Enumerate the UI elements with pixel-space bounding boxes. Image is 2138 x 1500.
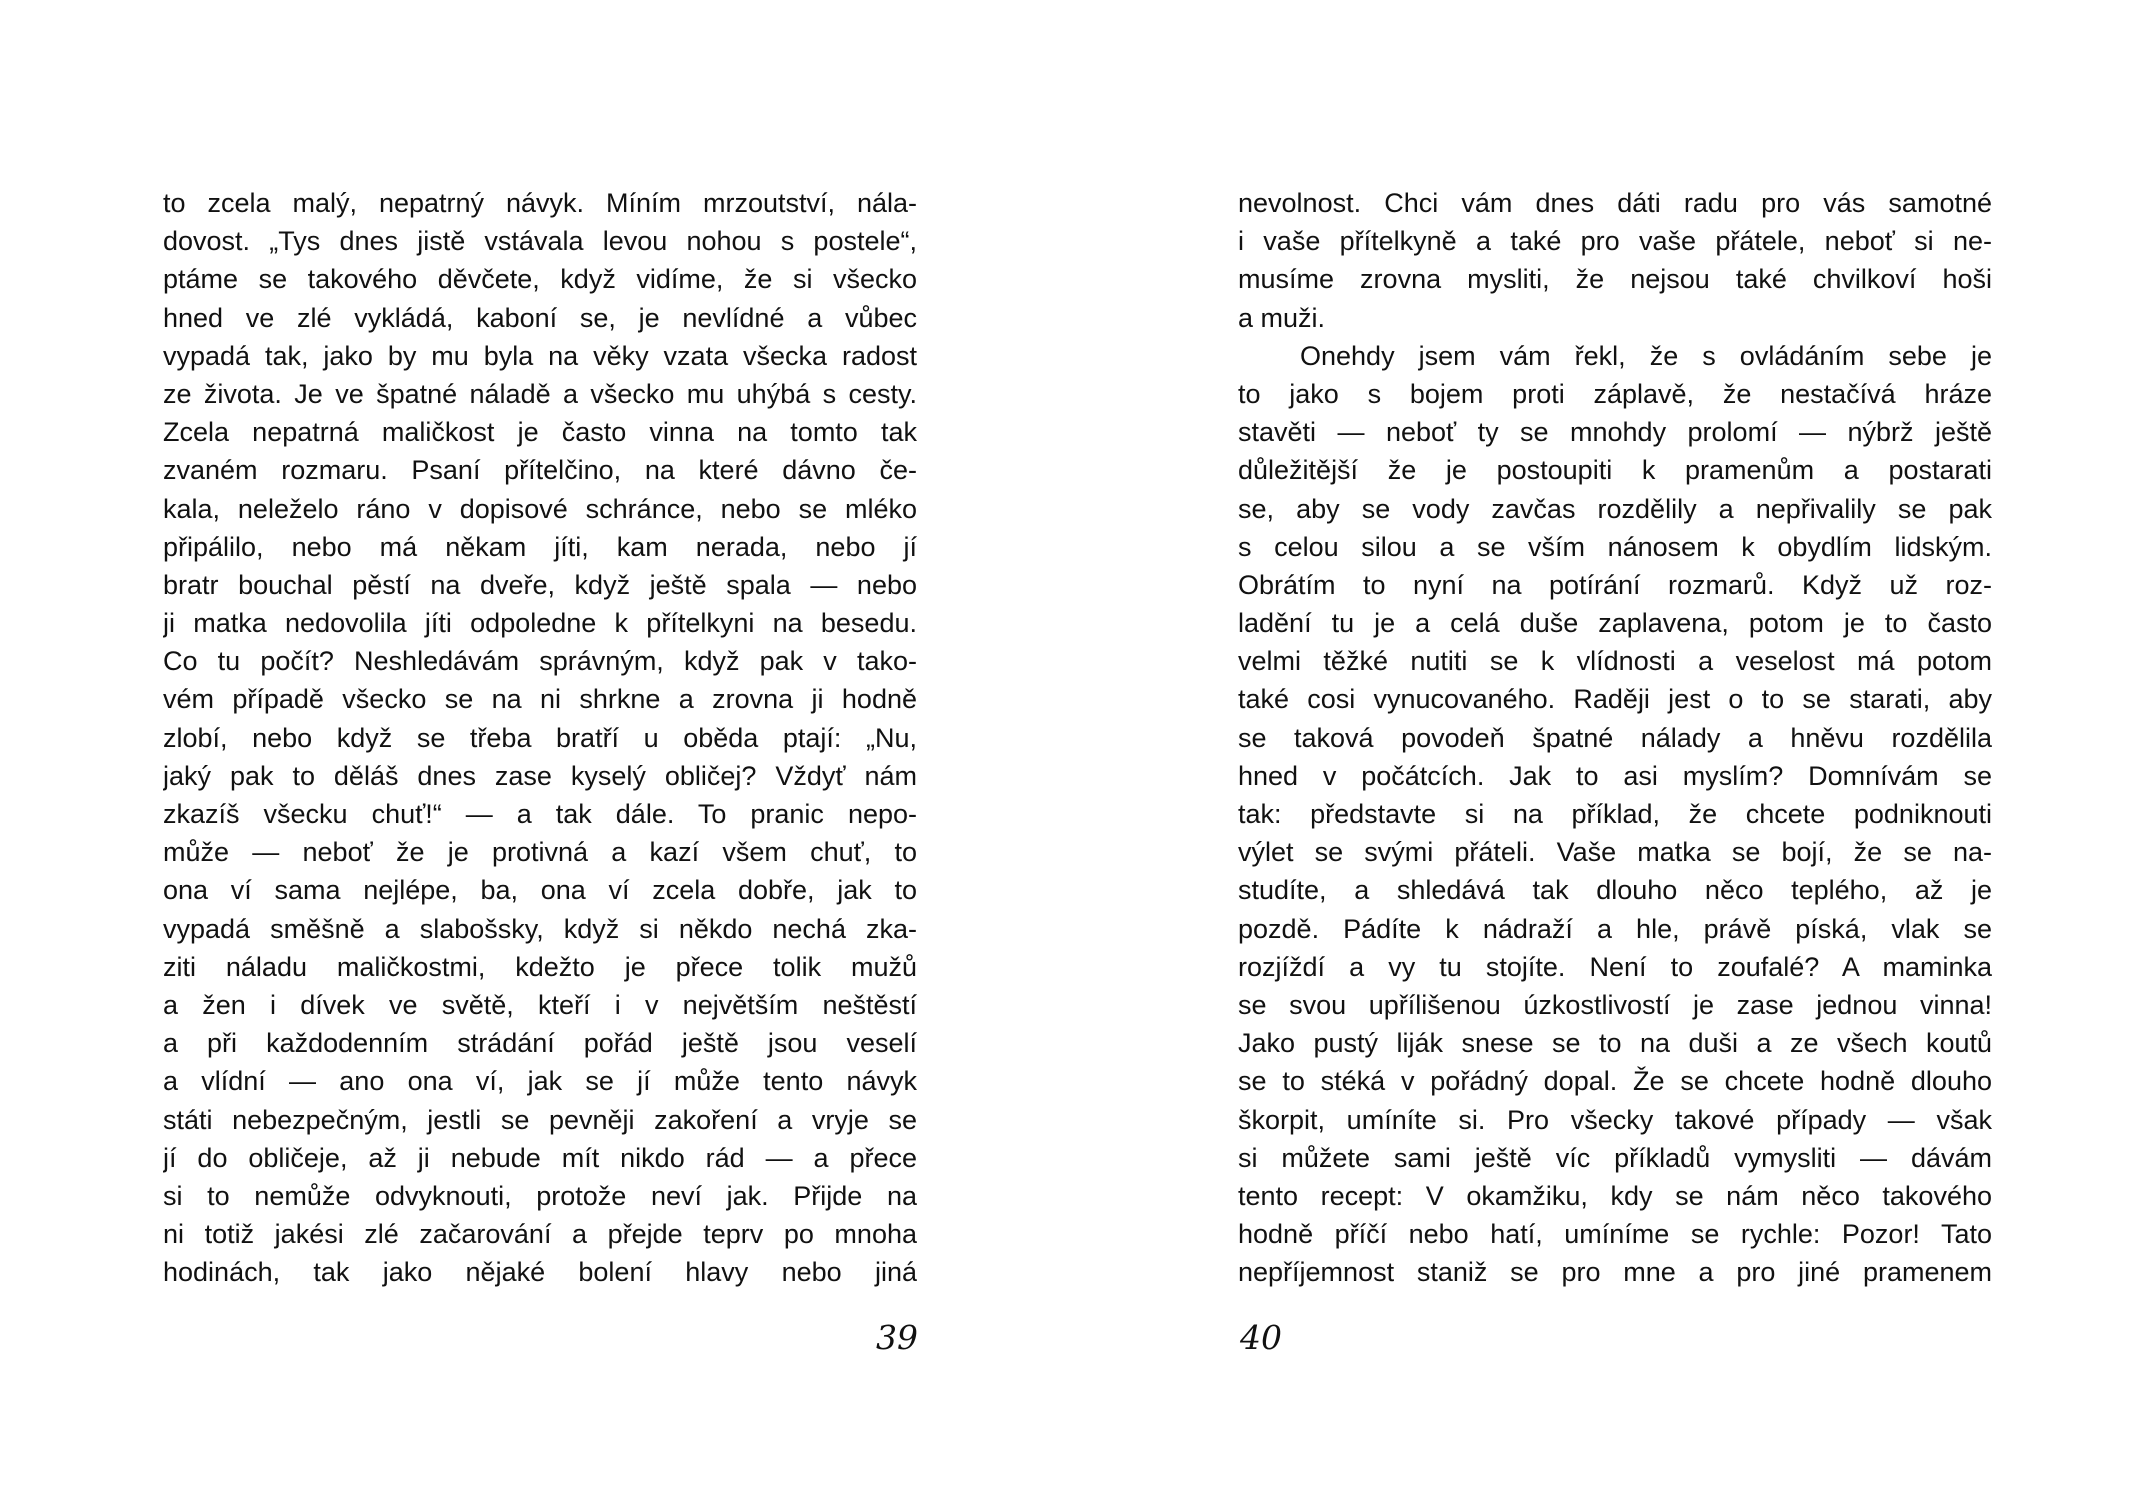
page-number-right: 40 xyxy=(1240,1318,1282,1357)
text-line: zkazíš všecku chuť!“ — a tak dále. To pranic nepo- xyxy=(163,799,917,829)
text-line: vypadá směšně a slabošsky, když si někdo nechá zka- xyxy=(163,913,917,944)
text-line: ziti náladu maličkostmi, kdežto je přece tolik mužů xyxy=(163,951,917,982)
text-line: ze života. Je ve špatné náladě a všecko mu uhýbá s cesty. xyxy=(163,378,917,409)
text-line: zvaném rozmaru. Psaní přítelčino, na které dávno če- xyxy=(163,455,917,486)
text-line: to zcela malý, nepatrný návyk. Míním mrzoutství, nála- xyxy=(163,188,917,218)
text-line: výlet se svými přáteli. Vaše matka se bojí, že se na- xyxy=(1238,837,1992,868)
text-line: jí do obličeje, až ji nebude mít nikdo rád — a přece xyxy=(163,1142,917,1173)
text-line: stavěti — neboť ty se mnohdy prolomí — nýbrž ještě xyxy=(1238,417,1992,448)
text-line: tak: představte si na příklad, že chcete podniknouti xyxy=(1238,799,1992,829)
text-line: pozdě. Pádíte k nádraží a hle, právě píská, vlak se xyxy=(1238,913,1992,944)
text-line: státi nebezpečným, jestli se pevněji zakoření a vryje se xyxy=(163,1104,917,1135)
text-line: škorpit, umíníte si. Pro všecky takové případy — však xyxy=(1238,1104,1992,1135)
text-line: si můžete sami ještě víc příkladů vymysliti — dávám xyxy=(1238,1142,1992,1173)
text-line: se, aby se vody zavčas rozdělily a nepřivalily se pak xyxy=(1238,493,1992,524)
text-line: vypadá tak, jako by mu byla na věky vzata všecka radost xyxy=(163,340,917,371)
text-line: studíte, a shledává tak dlouho něco teplého, až je xyxy=(1238,875,1992,906)
text-line: i vaše přítelkyně a také pro vaše přátele, neboť si ne- xyxy=(1238,226,1992,257)
text-line: a žen i dívek ve světě, kteří i v největším neštěstí xyxy=(163,989,917,1020)
text-line: kala, neleželo ráno v dopisové schránce, nebo se mléko xyxy=(163,493,917,524)
text-line: Jako pustý liják snese se to na duši a ze všech koutů xyxy=(1238,1028,1992,1059)
text-line: nevolnost. Chci vám dnes dáti radu pro vás samotné xyxy=(1238,188,1992,218)
text-line: připálilo, nebo má někam jíti, kam nerada, nebo jí xyxy=(163,531,917,562)
text-line: Onehdy jsem vám řekl, že s ovládáním sebe je xyxy=(1300,340,1992,371)
text-line: nepříjemnost staniž se pro mne a pro jiné pramenem xyxy=(1238,1257,1992,1288)
text-line: hned v počátcích. Jak to asi myslím? Domnívám se xyxy=(1238,760,1992,791)
text-line: dovost. „Tys dnes jistě vstávala levou nohou s postele“, xyxy=(163,226,917,257)
text-line: ladění tu je a celá duše zaplavena, potom je to často xyxy=(1238,608,1992,639)
text-line: ona ví sama nejlépe, ba, ona ví zcela dobře, jak to xyxy=(163,875,917,906)
text-line: s celou silou a se vším nánosem k obydlím lidským. xyxy=(1238,531,1992,562)
text-line: Co tu počít? Neshledávám správným, když pak v tako- xyxy=(163,646,917,677)
text-line: to jako s bojem proti záplavě, že nestačívá hráze xyxy=(1238,378,1992,409)
text-line: a muži. xyxy=(1238,302,1326,333)
text-line: jaký pak to děláš dnes zase kyselý obličej? Vždyť nám xyxy=(163,760,917,791)
text-line: ji matka nedovolila jíti odpoledne k přítelkyni na besedu. xyxy=(163,608,917,639)
text-line: a při každodenním strádání pořád ještě jsou veselí xyxy=(163,1028,917,1059)
text-line: hodinách, tak jako nějaké bolení hlavy nebo jiná xyxy=(163,1257,917,1288)
text-line: se svou upřílišenou úzkostlivostí je zase jednou vinna! xyxy=(1238,989,1992,1020)
text-line: hodně příčí nebo hatí, umíníme se rychle: Pozor! Tato xyxy=(1238,1219,1992,1250)
text-line: může — neboť že je protivná a kazí všem chuť, to xyxy=(163,837,917,868)
text-line: velmi těžké nutiti se k vlídnosti a veselost má potom xyxy=(1238,646,1992,677)
text-line: ptáme se takového děvčete, když vidíme, že si všecko xyxy=(163,264,917,295)
text-line: rozjíždí a vy tu stojíte. Není to zoufalé? A maminka xyxy=(1238,951,1992,982)
text-line: Obrátím to nyní na potírání rozmarů. Když už roz- xyxy=(1238,569,1992,600)
text-line: Zcela nepatrná maličkost je často vinna na tomto tak xyxy=(163,417,917,448)
text-line: vém případě všecko se na ni shrkne a zrovna ji hodně xyxy=(163,684,917,715)
text-line: bratr bouchal pěstí na dveře, když ještě spala — nebo xyxy=(163,569,917,600)
text-line: důležitější že je postoupiti k pramenům a postarati xyxy=(1238,455,1992,486)
text-line: se taková povodeň špatné nálady a hněvu rozdělila xyxy=(1238,722,1992,753)
page-number-left: 39 xyxy=(876,1318,918,1357)
text-line: hned ve zlé vykládá, kaboní se, je nevlídné a vůbec xyxy=(163,302,917,333)
text-line: a vlídní — ano ona ví, jak se jí může tento návyk xyxy=(163,1066,917,1097)
text-line: si to nemůže odvyknouti, protože neví jak. Přijde na xyxy=(163,1180,917,1211)
text-line: ni totiž jakési zlé začarování a přejde teprv po mnoha xyxy=(163,1219,917,1250)
text-line: musíme zrovna mysliti, že nejsou také chvilkoví hoši xyxy=(1238,264,1992,295)
text-line: se to stéká v pořádný dopal. Že se chcete hodně dlouho xyxy=(1238,1066,1992,1097)
left-page-text xyxy=(163,184,917,1291)
right-page-text xyxy=(1238,184,1992,1291)
text-line: také cosi vynucovaného. Raději jest o to se starati, aby xyxy=(1238,684,1992,715)
text-line: tento recept: V okamžiku, kdy se nám něco takového xyxy=(1238,1180,1992,1211)
text-line: zlobí, nebo když se třeba bratří u oběda ptají: „Nu, xyxy=(163,722,917,753)
